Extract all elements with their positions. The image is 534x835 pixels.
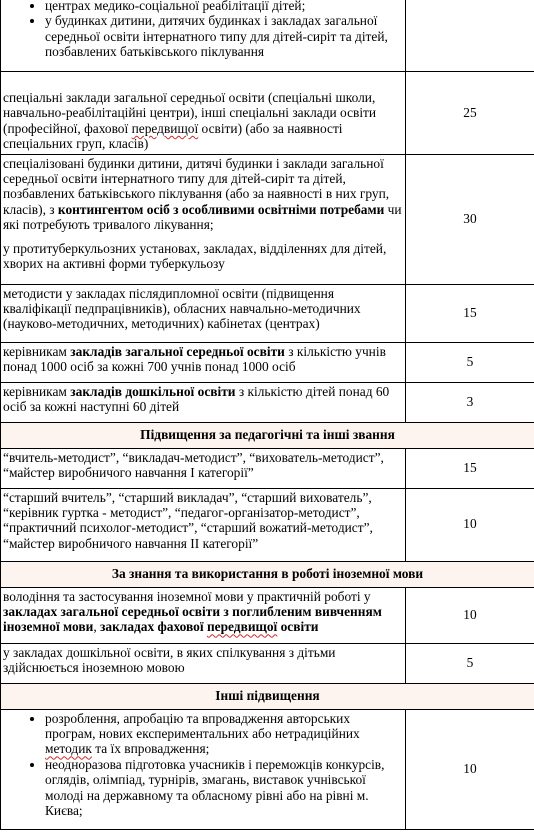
section-header-row xyxy=(1,683,534,709)
row-value: 15 xyxy=(406,284,534,342)
table-row xyxy=(1,72,534,155)
row-text: “старший вчитель”, “старший викладач”, “старший вихователь”, “керівник гуртка - методист”, “педагог-організатор-методист”, “практичний психолог-методист”, “старший вожатий-методист”, “майстер виробничого навчання ІІ категорії” xyxy=(1,488,406,561)
section-title: Підвищення за педагогічні та інші звання xyxy=(1,422,534,448)
table-row xyxy=(1,0,534,72)
row-value: 15 xyxy=(406,448,534,488)
row-value: 10 xyxy=(406,709,534,829)
row-value: 5 xyxy=(406,643,534,683)
row-text: у закладах дошкільної освіти, в яких спілкування з дітьми здійснюється іноземною мовою xyxy=(1,643,406,683)
row-text: спеціалізовані будинки дитини, дитячі будинки і заклади загальної середньої освіти інтернатного типу для дітей-сиріт та дітей, позбавлених батьківського піклування (або за наявності в них груп, класів), з контингентом осіб з особливими освітніми потребами чи які потребують тривалого лікування; у протитуберкульозних установах, закладах, відділеннях для дітей, хворих на активні форми туберкульозу xyxy=(1,154,406,284)
table-row xyxy=(1,382,534,422)
row-text: спеціальні заклади загальної середньої освіти (спеціальні школи, навчально-реабілітаційні центри), інші спеціальні заклади освіти (професійної, фахової передвищої освіти) (або за наявності спеціальних груп, класів) xyxy=(1,72,406,155)
row-value: 30 xyxy=(406,154,534,284)
bullet-list xyxy=(3,0,403,60)
spell-underlined-word: методик xyxy=(45,741,92,757)
section-header-row xyxy=(1,561,534,587)
section-title: За знання та використання в роботі іноземної мови xyxy=(1,561,534,587)
table-row xyxy=(1,284,534,342)
table-row xyxy=(1,154,534,284)
row-text: керівникам закладів загальної середньої освіти з кількістю учнів понад 1000 осіб за кожні 700 учнів понад 1000 осіб xyxy=(1,342,406,382)
list-item: • у будинках дитини, дитячих будинках і закладах загальної середньої освіти інтернатного типу для дітей-сиріт та дітей, позбавлених батьківського піклування xyxy=(45,13,403,59)
table-row xyxy=(1,643,534,683)
row-value: 10 xyxy=(406,488,534,561)
row-text: керівникам закладів дошкільної освіти з кількістю дітей понад 60 осіб за кожні наступні 60 дітей xyxy=(1,382,406,422)
bullet-list xyxy=(3,711,403,819)
row-value: 3 xyxy=(406,382,534,422)
list-item: • центрах медико-соціальної реабілітації дітей; xyxy=(45,0,403,13)
row-text-secondary: у протитуберкульозних установах, закладах, відділеннях для дітей, хворих на активні форми туберкульозу xyxy=(3,240,387,272)
table-row xyxy=(1,709,534,829)
table-row xyxy=(1,587,534,643)
row-value: 5 xyxy=(406,342,534,382)
table-row xyxy=(1,342,534,382)
table-row xyxy=(1,488,534,561)
row-value: 25 xyxy=(406,72,534,155)
section-title: Інші підвищення xyxy=(1,683,534,709)
list-item: • розроблення, апробацію та впровадження авторських програм, нових експериментальних або нетрадиційних методик та їх впровадження; xyxy=(45,711,403,757)
table-row xyxy=(1,448,534,488)
row-text: володіння та застосування іноземної мови у практичній роботі у закладах загальної середньої освіти з поглибленим вивченням іноземної мови, закладах фахової передвищої освіти xyxy=(1,587,406,643)
row-value: 10 xyxy=(406,587,534,643)
row-text xyxy=(1,0,406,72)
row-value xyxy=(406,0,534,72)
list-item: • неодноразова підготовка учасників і переможців конкурсів, оглядів, олімпіад, турнірів, змагань, виставок учнівської молоді на державному та обласному рівні або на рівні м. Києва; xyxy=(45,757,403,819)
spell-underlined-word: передвищої xyxy=(131,120,199,136)
spell-underlined-word: передвищої xyxy=(206,619,278,635)
section-header-row xyxy=(1,422,534,448)
row-text: “вчитель-методист”, “викладач-методист”, “вихователь-методист”, “майстер виробничого навчання І категорії” xyxy=(1,448,406,488)
row-text xyxy=(1,709,406,829)
row-text: методисти у закладах післядипломної освіти (підвищення кваліфікації педпрацівників), обласних навчально-методичних (науково-методичних, методичних) кабінетах (центрах) xyxy=(1,284,406,342)
